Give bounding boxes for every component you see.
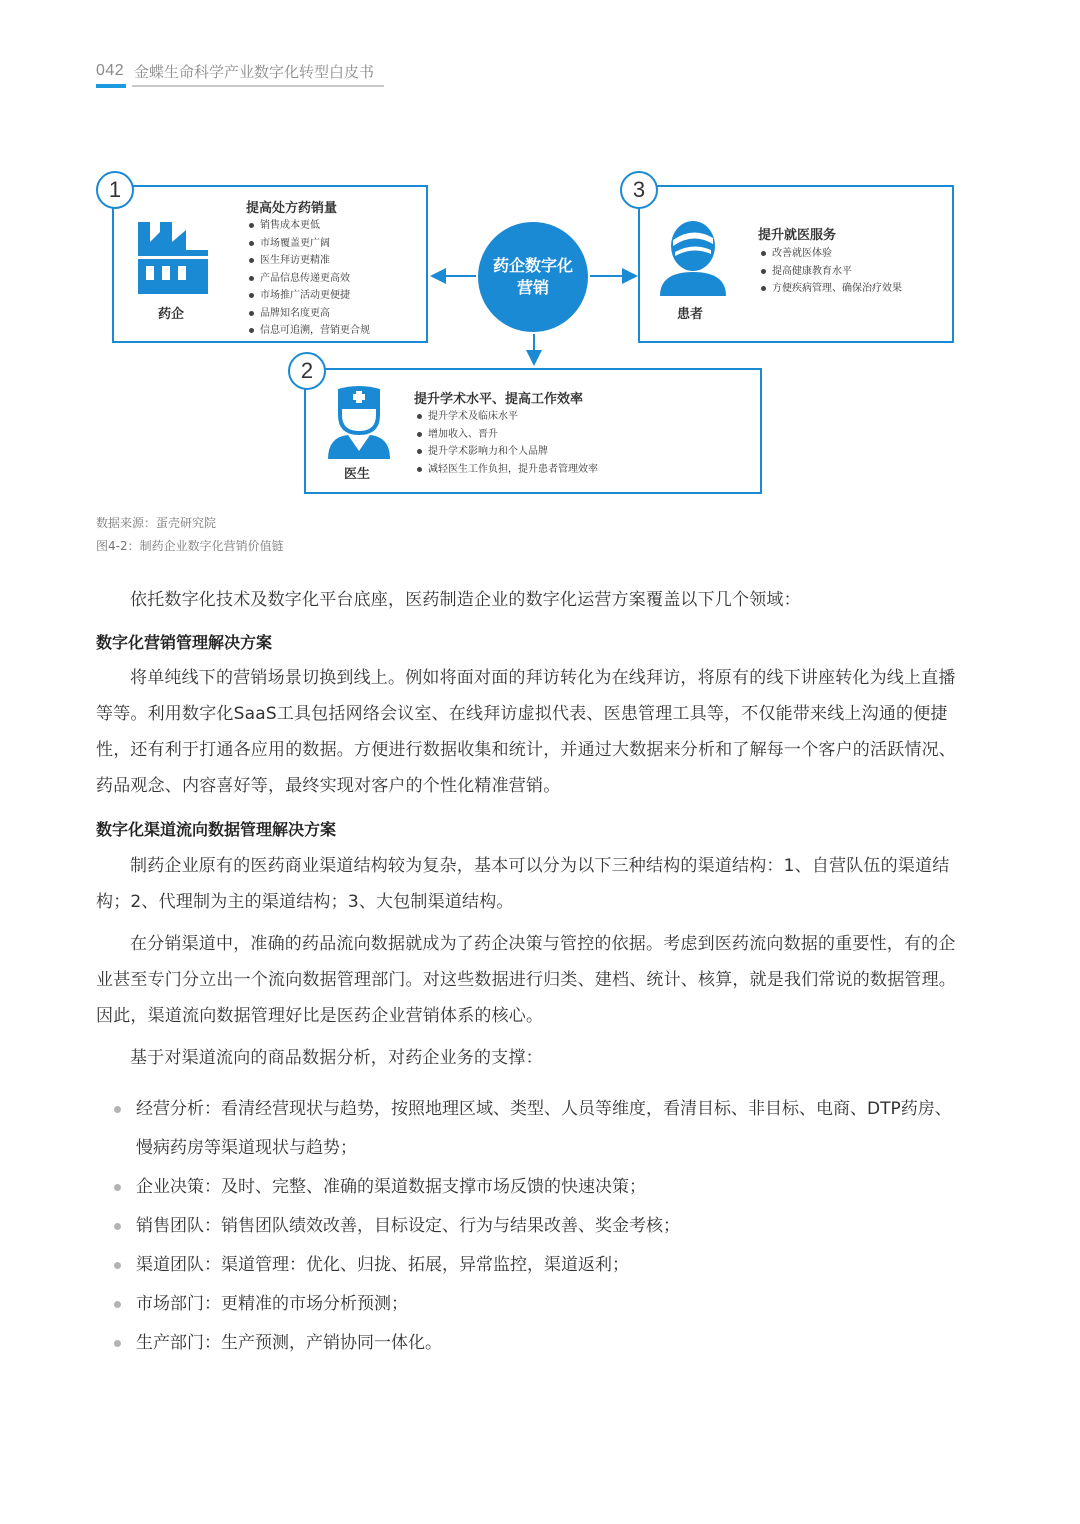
section2-paragraph-3: 基于对渠道流向的商品数据分析，对药企业务的支撑：: [130, 1048, 543, 1068]
doctor-icon: [326, 385, 392, 459]
book-title: 金蝶生命科学产业数字化转型白皮书: [134, 63, 375, 81]
list-item: 经营分析：看清经营现状与趋势，按照地理区域、类型、人员等维度，看清目标、非目标、电商、DTP药房、慢病药房等渠道现状与趋势；: [96, 1090, 966, 1168]
list-item: 医生拜访更精准: [246, 252, 370, 270]
list-item: 增加收入、晋升: [414, 426, 598, 444]
box2-benefit-list: [414, 408, 598, 478]
list-item: 产品信息传递更高效: [246, 270, 370, 288]
list-item: 市场部门：更精准的市场分析预测；: [96, 1285, 966, 1324]
list-item: 减轻医生工作负担，提升患者管理效率: [414, 461, 598, 479]
center-node: [478, 222, 588, 332]
section1-body: [96, 660, 956, 804]
list-item: 渠道团队：渠道管理：优化、归拢、拓展，异常监控，渠道返利；: [96, 1246, 966, 1285]
page-number: 042: [96, 62, 125, 79]
list-item: 生产部门：生产预测，产销协同一体化。: [96, 1324, 966, 1363]
list-item: 提高健康教育水平: [758, 263, 902, 281]
center-label: 药企数字化营销: [493, 256, 574, 297]
list-item: 销售成本更低: [246, 217, 370, 235]
section2-body-3: [96, 1040, 956, 1076]
list-item: 品牌知名度更高: [246, 305, 370, 323]
figure-source: 数据来源：蛋壳研究院: [96, 516, 217, 530]
patient-icon: [656, 218, 730, 296]
list-item: 提升学术影响力和个人品牌: [414, 443, 598, 461]
section1-heading: 数字化营销管理解决方案: [96, 633, 273, 652]
pharma-label: 药企: [158, 307, 185, 322]
section1-paragraph: 将单纯线下的营销场景切换到线上。例如将面对面的拜访转化为在线拜访，将原有的线下讲座转化为线上直播等等。利用数字化SaaS工具包括网络会议室、在线拜访虚拟代表、医患管理工具等，不仅能带来线上沟通的便捷性，还有利于打通各应用的数据。方便进行数据收集和统计，并通过大数据来分析和了解每一个客户的活跃情况、药品观念、内容喜好等，最终实现对客户的个性化精准营销。: [96, 668, 956, 796]
list-item: 企业决策：及时、完整、准确的渠道数据支撑市场反馈的快速决策；: [96, 1168, 966, 1207]
support-bullet-list: [96, 1090, 966, 1363]
box1-title: 提高处方药销量: [246, 201, 338, 216]
list-item: 市场覆盖更广阔: [246, 235, 370, 253]
list-item: 提升学术及临床水平: [414, 408, 598, 426]
section2-body: [96, 848, 956, 920]
box1-number: 1: [96, 171, 134, 209]
section2-paragraph-1: 制药企业原有的医药商业渠道结构较为复杂，基本可以分为以下三种结构的渠道结构：1、自营队伍的渠道结构；2、代理制为主的渠道结构；3、大包制渠道结构。: [96, 856, 950, 912]
figure-caption: 图4-2：制药企业数字化营销价值链: [96, 539, 284, 553]
factory-icon: [134, 218, 212, 296]
box3-number: 3: [620, 171, 658, 209]
doctor-label: 医生: [344, 467, 371, 482]
patient-label: 患者: [677, 307, 704, 322]
list-item: 信息可追溯，营销更合规: [246, 322, 370, 340]
box3-title: 提升就医服务: [758, 228, 837, 243]
box3-benefit-list: [758, 245, 902, 298]
list-item: 改善就医体验: [758, 245, 902, 263]
section2-heading: 数字化渠道流向数据管理解决方案: [96, 820, 337, 839]
box1-benefit-list: [246, 217, 370, 340]
intro-text: 依托数字化技术及数字化平台底座，医药制造企业的数字化运营方案覆盖以下几个领域：: [130, 590, 801, 610]
list-item: 方便疾病管理、确保治疗效果: [758, 280, 902, 298]
intro-paragraph: [96, 582, 956, 618]
box2-number: 2: [288, 352, 326, 390]
section2-body-2: [96, 926, 956, 1034]
list-item: 市场推广活动更便捷: [246, 287, 370, 305]
box2-title: 提升学术水平、提高工作效率: [414, 392, 584, 407]
value-chain-diagram: [0, 0, 1080, 510]
list-item: 销售团队：销售团队绩效改善，目标设定、行为与结果改善、奖金考核；: [96, 1207, 966, 1246]
section2-paragraph-2: 在分销渠道中，准确的药品流向数据就成为了药企决策与管控的依据。考虑到医药流向数据的重要性，有的企业甚至专门分立出一个流向数据管理部门。对这些数据进行归类、建档、统计、核算，就是我们常说的数据管理。因此，渠道流向数据管理好比是医药企业营销体系的核心。: [96, 934, 956, 1026]
